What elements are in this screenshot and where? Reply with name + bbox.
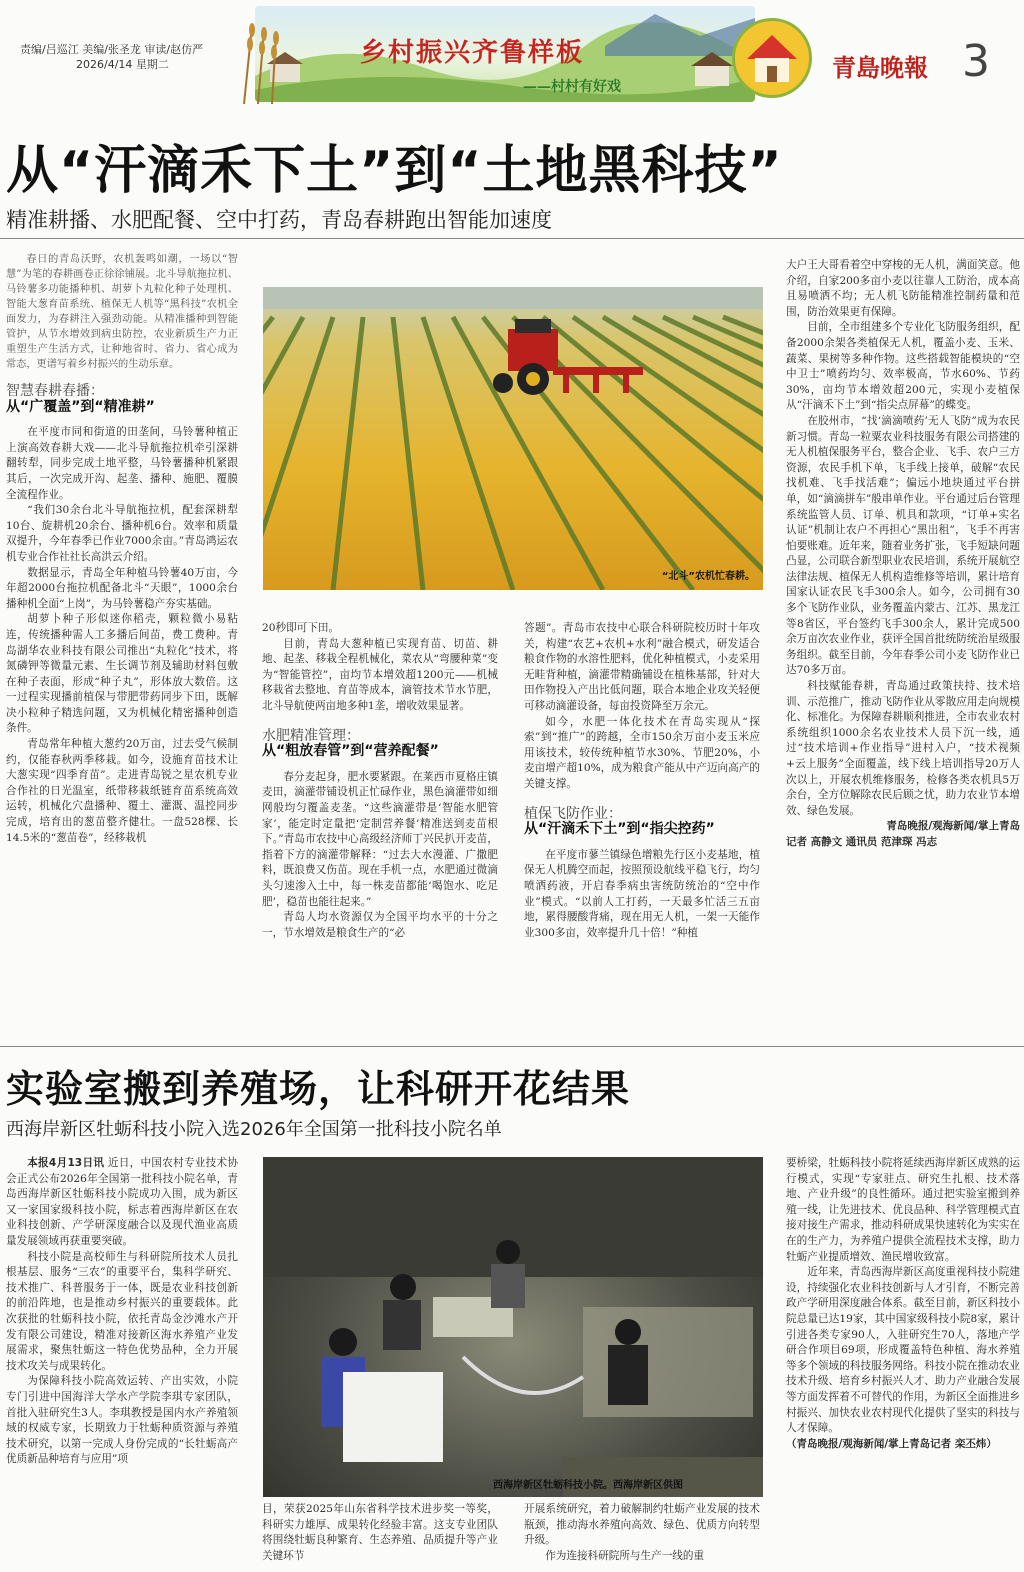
article1-column-3: [524, 621, 760, 1036]
section-heading: [262, 729, 498, 760]
paragraph: 如今，水肥一体化技术在青岛实现从“探索”到“推广”的跨越，全市150余万亩小麦玉米应用该技术，较传统种植节水30%、节肥20%，小麦亩增产超10%，成为粮食产能从中产迈向高产的关键支撑。: [524, 715, 760, 790]
article1-column-2: [262, 621, 498, 1036]
paragraph: 在胶州市，“找‘滴滴喷药’无人飞防”成为农民新习惯。青岛一粒粟农业科技服务有限公司搭建的无人机植保服务平台，整合企业、飞手、农户三方资源，农民手机下单，飞手线上接单，破解“农民找机难、飞手找活难”；偏远小地块通过平台拼单，如“滴滴拼车”般串单作业。平台通过后台管理系统监管人员、订单、机具和款项，“订单+实名认证”机制让农户不再担心“黑出租”，飞手不再害怕要账难。近年来，随着业务扩张，飞手短缺问题凸显，公司联合新型职业农民培训，系统开展航空法律法规、植保无人机构造维修等培训，累计培育国家认证农民飞手300余人。如今，公司拥有30多个飞防作业队，业务覆盖内蒙古、江苏、黑龙江等8省区，平台签约飞手300余人，累计完成500余万亩次农业作业，获评全国首批统防统治星级服务组织。截至目前，今年春季公司小麦飞防作业已达70多万亩。: [786, 414, 1020, 677]
paragraph: 答题”。青岛市农技中心联合科研院校历时十年攻关，构建“农艺+农机+水利”融合模式，研发适合粮食作物的水溶性肥料，优化种植模式，小麦采用无畦背种植，滴灌带精确铺设在植株基部，针对大田作物投入产出比低问题，联合本地企业攻关轻便可移动滴灌设备，每亩投资降至万余元。: [524, 622, 760, 712]
wheat-icon: [232, 16, 292, 106]
paragraph: 目前，青岛大葱种植已实现育苗、切苗、耕地、起垄、移栽全程机械化，菜农从“弯腰种菜”变为“智能管控”，亩均节本增效超1200元——机械移栽省去整地、育苗等成本，滴管技术节水节肥，北斗导航使两亩地多种1垄，增收效果显著。: [262, 637, 498, 712]
paragraph: 要桥梁，牡蛎科技小院将延续西海岸新区成熟的运行模式，实现“专家驻点、研究生扎根、技术落地、产业升级”的良性循环。通过把实验室搬到养殖一线，让先进技术、优良品种、科学管理模式直接对接生产需求，推动科研成果快速转化为实实在在的生产力，为养殖户提供全流程技术支撑，助力牡蛎产业提质增效、渔民增收致富。: [786, 1157, 1020, 1263]
article1-headline: 从“汗滴禾下土”到“土地黑科技”: [6, 141, 783, 201]
photo-caption: “北斗”农机忙春耕。: [661, 571, 755, 582]
section-title: 从“汗滴禾下土”到“指尖控药”: [524, 821, 715, 838]
section-title: 从“广覆盖”到“精准耕”: [6, 398, 155, 415]
divider: [0, 1046, 1024, 1047]
field-illustration: [263, 287, 763, 590]
editor-line: 责编/吕巡江 美编/张圣龙 审读/赵仿严: [20, 43, 204, 56]
masthead-meta: [20, 42, 203, 72]
section-label: 智慧春耕春播：: [6, 383, 104, 399]
paragraph: 春分麦起身，肥水要紧跟。在莱西市夏格庄镇麦田，滴灌带铺设机正忙碌作业，黑色滴灌带如细网般均匀覆盖麦垄。“这些滴灌带是‘智能水肥管家’，能定时定量把‘定制营养餐’精准送到麦苗根下。”青岛市农技中心高级经济师丁兴民扒开麦苗，指着下方的滴灌带解释：“过去大水漫灌、广撒肥料，既浪费又伤苗。现在手机一点，水肥通过微滴头匀速渗入土中，每一株麦苗都能‘喝饱水、吃足肥’，稳苗也能往起来。”: [262, 770, 498, 908]
article2-column-3: [524, 1502, 760, 1570]
article1-column-1: [6, 252, 238, 1032]
section-label: 水肥精准管理：: [262, 727, 360, 744]
banner-title: 乡村振兴齐鲁样板: [360, 38, 585, 68]
date-line: 2026/4/14 星期二: [76, 58, 169, 71]
paragraph: 在平度市蓼兰镇绿色增粮先行区小麦基地，植保无人机腾空而起，按照预设航线平稳飞行，均匀喷洒药液，开启春季病虫害统防统治的“空中作业”模式。“以前人工打药，一天最多忙活三五亩地，累得腰酸背痛，现在用无人机，一架一天能作业300多亩，效率提升几十倍！”种植: [524, 848, 760, 939]
paragraph: 开展系统研究，着力破解制约牡蛎产业发展的技术瓶颈，推动海水养殖向高效、绿色、优质方向转型升级。: [524, 1503, 760, 1547]
article2-column-1: [6, 1156, 238, 1570]
dateline: 本报4月13日讯: [27, 1157, 105, 1169]
paragraph: 为保障科技小院高效运转、产出实效，小院专门引进中国海洋大学水产学院李琪专家团队，首批入驻研究生3人。李琪教授是国内水产养殖领域的权威专家，长期致力于牡蛎种质资源与养殖技术研究，以第一完成人身份完成的“长牡蛎高产优质新品种培育与应用”项: [6, 1375, 238, 1466]
paragraph: 胡萝卜种子形似迷你稻壳，颗粒微小易粘连，传统播种需人工多播后间苗，费工费种。青岛湖华农业科技有限公司推出“丸粒化”技术，将氮磷钾等微量元素、生长调节剂及辅助材料包敷在种子表面，形成“种子丸”，形体放大数倍。这一过程实现播前植保与带肥带药同步下田，既解决小粒种子精选问题，又为机械化精密播种创造条件。: [6, 613, 238, 735]
paragraph: [6, 1156, 238, 1250]
paragraph-text: 近日，中国农村专业技术协会正式公布2026年全国第一批科技小院名单，青岛西海岸新区牡蛎科技小院成功入围，成为新区又一家国家级科技小院，标志着西海岸新区在农业科技创新、产学研深度融合以及现代渔业高质量发展领域再获重要突破。: [6, 1157, 238, 1247]
paragraph: 青岛常年种植大葱约20万亩，过去受气候制约，仅能春秋两季移栽。如今，设施育苗技术让大葱实现“四季育苗”。走进青岛锐之星农机专业合作社的日光温室，纸带移栽纸链育苗系统高效运转，机械化穴盘播种、覆土、灌溉、温控同步完成，培育出的葱苗整齐健壮。一盘528棵、长14.5米的“葱苗卷”，经移栽机: [6, 738, 238, 844]
byline: （青岛晚报/观海新闻/掌上青岛记者 栾丕炜）: [786, 1437, 997, 1450]
byline: 青岛晚报/观海新闻/掌上青岛: [886, 820, 1020, 833]
divider: [0, 238, 1024, 239]
oyster-lab-photo: [263, 1157, 763, 1497]
paragraph: 科技赋能春耕，青岛通过政策扶持、技术培训、示范推广，推动飞防作业从零散应用走向规模化、标准化。为保障春耕顺利推进，全市农业农村系统组织1000余名农业技术人员下沉一线，通过“技术培训+作业指导”进村入户，“技术视频+云上服务”全面覆盖，线下线上培训指导20万人次以上，开展农机维修服务，检修各类农机具5万余台，全方位解除农民后顾之忧，助力农业节本增效、绿色发展。: [786, 680, 1020, 817]
paragraph: 在平度市同和街道的田垄间，马铃薯种植正上演高效春耕大戏——北斗导航拖拉机牵引深耕翻转犁，同步完成土地平整，马铃薯播种机紧跟其后，一次完成开沟、起垄、播种、施肥、覆膜全流程作业。: [6, 426, 238, 501]
paragraph: 大户王大哥看着空中穿梭的无人机，满面笑意。他介绍，自家200多亩小麦以往靠人工防治，成本高且易喷洒不均；无人机飞防能精准控制药量和范围，防治效果更有保障。: [786, 259, 1020, 318]
paragraph: 青岛人均水资源仅为全国平均水平的十分之一，节水增效是粮食生产的“必: [262, 911, 498, 939]
paragraph: 数据显示，青岛全年种植马铃薯40万亩，今年超2000台拖拉机配备北斗“天眼”，1000余台播种机全面“上岗”，为马铃薯稳产夯实基础。: [6, 566, 238, 610]
article1-lead: 春日的青岛沃野，农机轰鸣如潮，一场以“智慧”为笔的春耕画卷正徐徐铺展。北斗导航拖拉机、马铃薯多功能播种机、胡萝卜丸粒化种子处理机、智能大葱育苗系统、植保无人机等“黑科技”农机全面发力，为春耕注入强劲动能。从精准播种到智能管护，从节水增效到病虫防控，农业新质生产力正重塑生产生活方式，让种地省时、省力、省心成为常态，更谱写着乡村振兴的生动乐章。: [6, 254, 238, 370]
section-title: 从“粗放春管”到“营养配餐”: [262, 743, 439, 760]
page-number: 3: [962, 36, 990, 87]
paragraph: 目，荣获2025年山东省科学技术进步奖一等奖，科研实力雄厚、成果转化经验丰富。这支专业团队将围绕牡蛎良种繁育、生态养殖、品质提升等产业关键环节: [262, 1503, 498, 1562]
newspaper-name: 青島晚報: [832, 53, 928, 82]
paragraph: 近年来，青岛西海岸新区高度重视科技小院建设，持续强化农业科技创新与人才引育，不断完善政产学研用深度融合体系。截至目前，新区科技小院总量已达19家，其中国家级科技小院8家，累计引进各类专家90人，入驻研究生70人，落地产学研合作项目69项，形成覆盖特色种植、海水养殖等多个领域的科技服务网络。科技小院在推动农业技术升级、培育乡村振兴人才、助力产业融合发展等方面发挥着不可替代的作用，为新区全面推进乡村振兴、加快农业农村现代化提供了坚实的科技与人才保障。: [786, 1266, 1020, 1435]
paragraph: 20秒即可下田。: [262, 622, 340, 634]
tractor-field-photo: [263, 287, 763, 590]
section-heading: [524, 807, 760, 838]
article1-column-4: [786, 258, 1020, 1036]
banner-subtitle: ——村村有好戏: [523, 79, 621, 95]
byline: 记者 高静文 通讯员 范津琛 冯志: [786, 835, 938, 848]
paragraph: 科技小院是高校师生与科研院所技术人员扎根基层、服务“三农”的重要平台，集科学研究、技术推广、科普服务于一体，既是农业科技创新的前沿阵地，也是推动乡村振兴的重要载体。此次获批的牡蛎科技小院，依托青岛金沙滩水产开发有限公司建设，精准对接新区海水养殖产业发展需求，聚焦牡蛎这一特色优势品种，全力开展技术攻关与成果转化。: [6, 1250, 238, 1372]
article1-subheadline: 精准耕播、水肥配餐、空中打药，青岛春耕跑出智能加速度: [6, 208, 552, 232]
lab-illustration: [263, 1157, 763, 1497]
section-heading: [6, 384, 238, 415]
paragraph: “我们30余台北斗导航拖拉机，配套深耕犁10台、旋耕机20余台、播种机6台。效率和质量双提升，今年春季已作业7000余亩。”青岛鸿运农机专业合作社社长高洪云介绍。: [6, 504, 238, 563]
article2-subheadline: 西海岸新区牡蛎科技小院入选2026年全国第一批科技小院名单: [6, 1119, 502, 1140]
article2-column-4: [786, 1156, 1020, 1570]
column-banner: [255, 6, 755, 102]
paragraph: 作为连接科研院所与生产一线的重: [545, 1549, 705, 1562]
photo-caption: 西海岸新区牡蛎科技小院。西海岸新区供图: [493, 1480, 683, 1491]
article2-column-2: [262, 1502, 498, 1570]
paragraph: 目前，全市组建多个专业化飞防服务组织，配备2000余架各类植保无人机，覆盖小麦、玉米、蔬菜、果树等多种作物。这些搭载智能模块的“空中卫士”喷药均匀、效率极高，节水60%、节药30%，亩均节本增效超200元，实现小麦植保从“汗滴禾下土”到“指尖点屏幕”的蝶变。: [786, 321, 1020, 412]
house-logo-icon: [732, 18, 812, 98]
section-label: 植保飞防作业：: [524, 805, 622, 822]
article2-headline: 实验室搬到养殖场，让科研开花结果: [6, 1067, 631, 1111]
